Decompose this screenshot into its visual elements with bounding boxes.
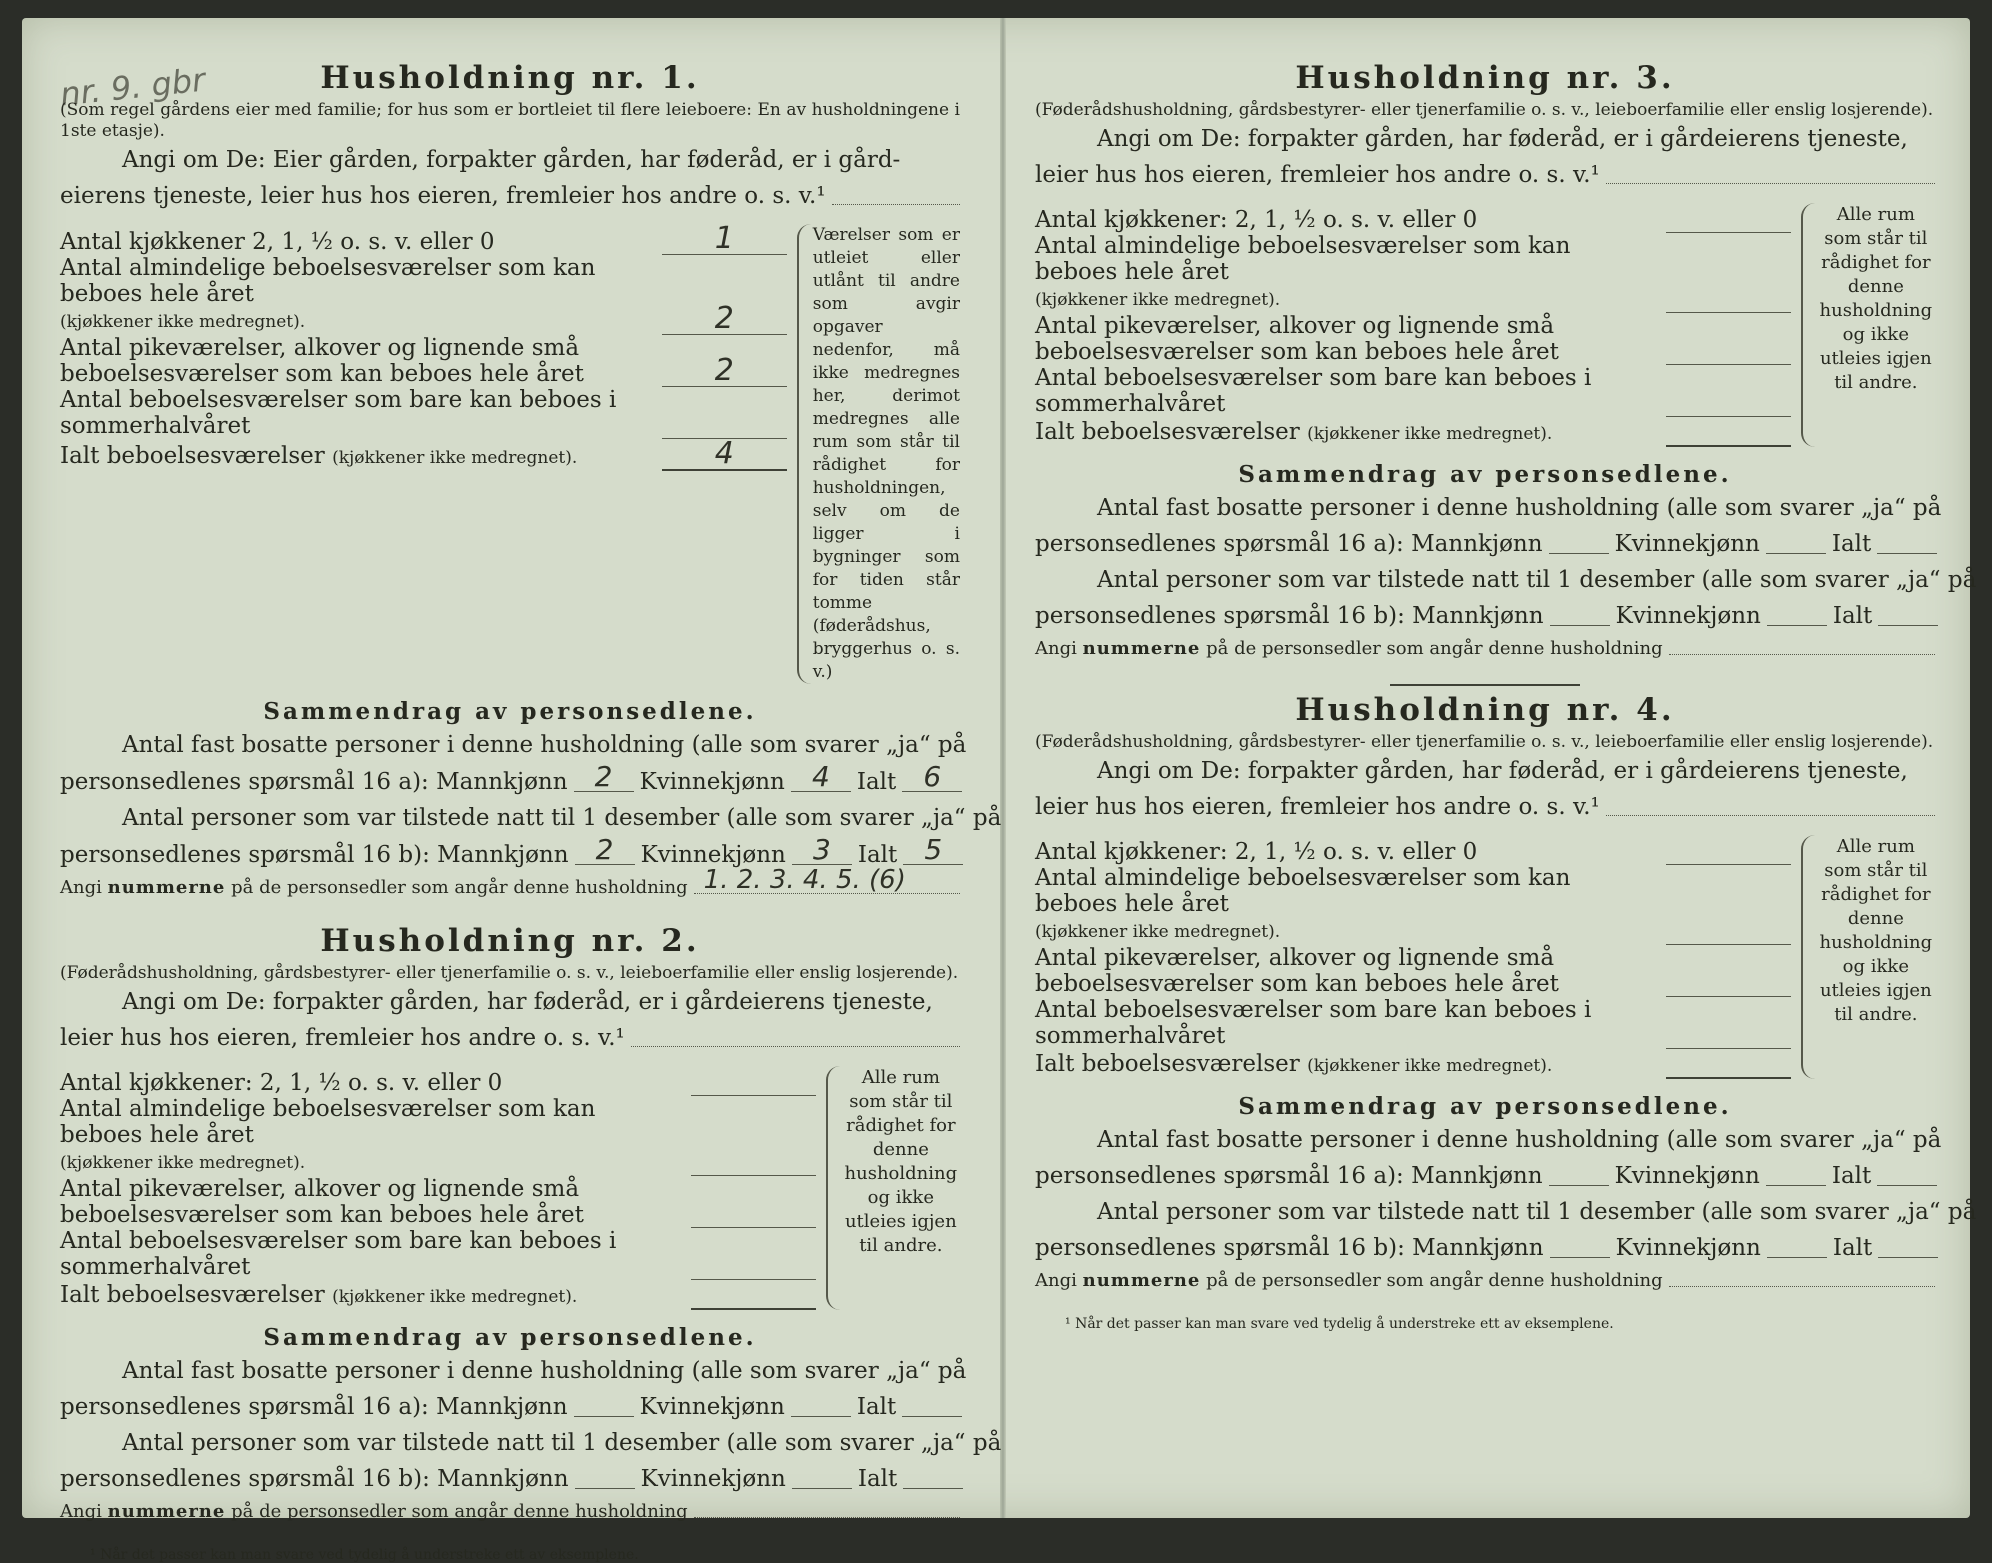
room-value-kitchens[interactable] bbox=[691, 1066, 816, 1096]
room-row-kitchens: Antal kjøkkener: 2, 1, ½ o. s. v. eller 0 bbox=[1035, 203, 1791, 233]
room-row-ordinary: Antal almindelige beboelsesværelser som kan beboes hele året (kjøkkener ikke medregnet). 2 bbox=[60, 255, 787, 335]
q16b-male-field[interactable] bbox=[1550, 625, 1610, 626]
q16a-total-field[interactable] bbox=[1877, 1185, 1937, 1186]
rooms-side-note: Alle rum som står til rådighet for denne husholdning og ikke utleies igjen til andre. bbox=[1801, 203, 1935, 447]
room-row-summer: Antal beboelsesværelser som bare kan beboes i sommerhalvåret bbox=[60, 1228, 816, 1280]
q16a-male-field[interactable] bbox=[1549, 553, 1609, 554]
rooms-side-note: Alle rum som står til rådighet for denne husholdning og ikke utleies igjen til andre. bbox=[826, 1066, 960, 1310]
angi-answer-field[interactable] bbox=[832, 204, 960, 205]
q16b-total-field[interactable]: 5 bbox=[903, 836, 963, 865]
q16b-row: personsedlenes spørsmål 16 b): Mannkjønn 2 Kvinnekjønn 3 Ialt 5 bbox=[60, 836, 960, 873]
room-row-kitchens: Antal kjøkkener: 2, 1, ½ o. s. v. eller 0 bbox=[60, 1066, 816, 1096]
rooms-rows bbox=[1035, 835, 1791, 1079]
room-value-kitchens[interactable] bbox=[1666, 835, 1791, 865]
household-title: Husholdning nr. 3. bbox=[1295, 60, 1675, 96]
q16a-row: personsedlenes spørsmål 16 a): Mannkjønn Kvinnekjønn Ialt bbox=[1035, 526, 1935, 562]
nummer-field[interactable] bbox=[694, 865, 960, 895]
rooms-rows bbox=[60, 1066, 816, 1310]
q16b-male-field[interactable]: 2 bbox=[575, 836, 635, 865]
footnote-right: ¹ Når det passer kan man svare ved tydelig å understreke ett av eksemplene. bbox=[1065, 1316, 1614, 1332]
room-value-total[interactable] bbox=[1666, 1049, 1791, 1079]
household-title: Husholdning nr. 2. bbox=[320, 923, 700, 959]
nummer-row: Angi nummerne på de personsedler som angår denne husholdning bbox=[1035, 634, 1935, 664]
q16a-total-field[interactable] bbox=[902, 1416, 962, 1417]
room-value-maid-rooms[interactable] bbox=[691, 1198, 816, 1228]
rooms-rows bbox=[1035, 203, 1791, 447]
rooms-side-note: Alle rum som står til rådighet for denne husholdning og ikke utleies igjen til andre. bbox=[1801, 835, 1935, 1079]
q16b-total-field[interactable] bbox=[903, 1488, 963, 1489]
room-row-kitchens: Antal kjøkkener: 2, 1, ½ o. s. v. eller 0 bbox=[1035, 835, 1791, 865]
q16a-row: personsedlenes spørsmål 16 a): Mannkjønn Kvinnekjønn Ialt bbox=[60, 1389, 960, 1425]
nummer-field[interactable] bbox=[694, 1517, 960, 1518]
household-note: (Føderådshusholdning, gårdsbestyrer- eller tjenerfamilie o. s. v., leieboerfamilie eller enslig losjerende). bbox=[1035, 100, 1934, 120]
room-value-ordinary[interactable] bbox=[1666, 915, 1791, 945]
angi-line-1: Angi om De: forpakter gården, har føderåd, er i gårdeierens tjeneste, bbox=[1097, 126, 1908, 152]
room-row-ordinary: Antal almindelige beboelsesværelser som kan beboes hele året (kjøkkener ikke medregnet). bbox=[1035, 233, 1791, 313]
q16a-intro: Antal fast bosatte personer i denne husholdning (alle som svarer „ja“ på bbox=[122, 1358, 967, 1384]
rooms-block bbox=[1035, 835, 1935, 1079]
room-value-ordinary[interactable] bbox=[1666, 283, 1791, 313]
q16b-female-field[interactable] bbox=[792, 1488, 852, 1489]
q16a-intro: Antal fast bosatte personer i denne husholdning (alle som svarer „ja“ på bbox=[1097, 495, 1942, 521]
angi-answer-field[interactable] bbox=[1606, 815, 1935, 816]
section-separator bbox=[1390, 684, 1580, 686]
angi-line-2: leier hus hos eieren, fremleier hos andre o. s. v.¹ bbox=[60, 1020, 960, 1056]
q16b-row: personsedlenes spørsmål 16 b): Mannkjønn Kvinnekjønn Ialt bbox=[60, 1461, 960, 1497]
q16b-intro: Antal personer som var tilstede natt til 1 desember (alle som svarer „ja“ på bbox=[122, 1430, 1002, 1456]
rooms-block bbox=[60, 221, 960, 684]
q16a-female-field[interactable] bbox=[1766, 1185, 1826, 1186]
q16a-female-field[interactable]: 4 bbox=[791, 763, 851, 792]
nummer-row: Angi nummerne på de personsedler som angår denne husholdning bbox=[60, 1497, 960, 1527]
household-title: Husholdning nr. 1. bbox=[320, 60, 700, 96]
room-value-total[interactable] bbox=[1666, 417, 1791, 447]
room-row-maid-rooms: Antal pikeværelser, alkover og lignende små beboelsesværelser som kan beboes hele året bbox=[60, 1176, 816, 1228]
room-value-ordinary[interactable]: 2 bbox=[662, 304, 787, 335]
room-value-total[interactable]: 4 bbox=[662, 439, 787, 471]
nummer-handwritten-value: 1. 2. 3. 4. 5. (6) bbox=[703, 865, 906, 895]
household-section-3 bbox=[1035, 60, 1977, 664]
footnote: ¹ Når det passer kan man svare ved tydelig å understreke ett av eksemplene. bbox=[90, 1547, 639, 1563]
q16b-female-field[interactable] bbox=[1767, 625, 1827, 626]
room-row-kitchens: Antal kjøkkener 2, 1, ½ o. s. v. eller 0 1 bbox=[60, 224, 787, 255]
room-row-summer: Antal beboelsesværelser som bare kan beboes i sommerhalvåret bbox=[60, 387, 787, 439]
q16b-row: personsedlenes spørsmål 16 b): Mannkjønn Kvinnekjønn Ialt bbox=[1035, 598, 1935, 634]
room-value-summer[interactable] bbox=[1666, 387, 1791, 417]
handwritten-corner-note: nr. 9. gbr bbox=[58, 60, 207, 114]
room-row-ordinary: Antal almindelige beboelsesværelser som kan beboes hele året (kjøkkener ikke medregnet). bbox=[1035, 865, 1791, 945]
room-row-maid-rooms: Antal pikeværelser, alkover og lignende små beboelsesværelser som kan beboes hele året 2 bbox=[60, 335, 787, 387]
nummer-field[interactable] bbox=[1669, 1286, 1935, 1287]
angi-answer-field[interactable] bbox=[631, 1046, 960, 1047]
q16a-female-field[interactable] bbox=[1766, 553, 1826, 554]
q16b-intro: Antal personer som var tilstede natt til 1 desember (alle som svarer „ja“ på bbox=[122, 805, 1002, 831]
room-value-kitchens[interactable]: 1 bbox=[662, 224, 787, 255]
angi-line-2: leier hus hos eieren, fremleier hos andre o. s. v.¹ bbox=[1035, 157, 1935, 193]
angi-line-2: eierens tjeneste, leier hus hos eieren, fremleier hos andre o. s. v.¹ bbox=[60, 178, 960, 214]
rooms-block bbox=[1035, 203, 1935, 447]
q16a-row: personsedlenes spørsmål 16 a): Mannkjønn Kvinnekjønn Ialt bbox=[1035, 1158, 1935, 1194]
q16b-female-field[interactable]: 3 bbox=[792, 836, 852, 865]
rooms-block bbox=[60, 1066, 960, 1310]
q16b-row: personsedlenes spørsmål 16 b): Mannkjønn Kvinnekjønn Ialt bbox=[1035, 1230, 1935, 1266]
room-row-total: Ialt beboelsesværelser (kjøkkener ikke medregnet). 4 bbox=[60, 439, 787, 471]
room-row-total: Ialt beboelsesværelser (kjøkkener ikke medregnet). bbox=[60, 1280, 816, 1310]
right-page bbox=[1035, 60, 1977, 1332]
room-row-summer: Antal beboelsesværelser som bare kan beboes i sommerhalvåret bbox=[1035, 997, 1791, 1049]
nummer-row: Angi nummerne på de personsedler som angår denne husholdning bbox=[1035, 1266, 1935, 1296]
angi-line-1: Angi om De: forpakter gården, har føderåd, er i gårdeierens tjeneste, bbox=[122, 989, 933, 1015]
rooms-side-note: Værelser som er utleiet eller utlånt til andre som avgir opgaver nedenfor, må ikke medregnes her, derimot medregnes alle rum som står til rådighet for husholdningen, selv om de ligger i bygninger som for tiden står tomme (føderådshus, bryggerhus o. s. v.) bbox=[797, 224, 960, 684]
household-section-4 bbox=[1035, 692, 1977, 1296]
room-value-kitchens[interactable] bbox=[1666, 203, 1791, 233]
household-note: (Føderådshusholdning, gårdsbestyrer- eller tjenerfamilie o. s. v., leieboerfamilie eller enslig losjerende). bbox=[60, 963, 959, 983]
angi-answer-field[interactable] bbox=[1606, 183, 1935, 184]
room-row-maid-rooms: Antal pikeværelser, alkover og lignende små beboelsesværelser som kan beboes hele året bbox=[1035, 313, 1791, 365]
summary-title: Sammendrag av personsedlene. bbox=[1238, 461, 1732, 488]
q16a-female-field[interactable] bbox=[791, 1416, 851, 1417]
page-fold bbox=[1000, 18, 1006, 1518]
summary-title: Sammendrag av personsedlene. bbox=[1238, 1093, 1732, 1120]
household-section-1 bbox=[60, 60, 1002, 903]
room-value-summer[interactable] bbox=[691, 1250, 816, 1280]
summary-title: Sammendrag av personsedlene. bbox=[263, 1324, 757, 1351]
household-title: Husholdning nr. 4. bbox=[1295, 692, 1675, 728]
q16a-total-field[interactable] bbox=[1877, 553, 1937, 554]
q16a-male-field[interactable] bbox=[1549, 1185, 1609, 1186]
angi-line-2: leier hus hos eieren, fremleier hos andre o. s. v.¹ bbox=[1035, 789, 1935, 825]
q16a-intro: Antal fast bosatte personer i denne husholdning (alle som svarer „ja“ på bbox=[1097, 1127, 1942, 1153]
room-value-maid-rooms[interactable] bbox=[1666, 967, 1791, 997]
room-row-total: Ialt beboelsesværelser (kjøkkener ikke medregnet). bbox=[1035, 417, 1791, 447]
room-value-ordinary[interactable] bbox=[691, 1146, 816, 1176]
summary-title: Sammendrag av personsedlene. bbox=[263, 698, 757, 725]
household-section-2 bbox=[60, 923, 1002, 1527]
nummer-field[interactable] bbox=[1669, 654, 1935, 655]
q16b-intro: Antal personer som var tilstede natt til 1 desember (alle som svarer „ja“ på bbox=[1097, 567, 1977, 593]
room-row-summer: Antal beboelsesværelser som bare kan beboes i sommerhalvåret bbox=[1035, 365, 1791, 417]
q16b-male-field[interactable] bbox=[575, 1488, 635, 1489]
household-note: (Som regel gårdens eier med familie; for hus som er bortleiet til flere leieboere: En av husholdningene i 1ste etasje). bbox=[60, 100, 960, 141]
room-row-total: Ialt beboelsesværelser (kjøkkener ikke medregnet). bbox=[1035, 1049, 1791, 1079]
room-row-maid-rooms: Antal pikeværelser, alkover og lignende små beboelsesværelser som kan beboes hele året bbox=[1035, 945, 1791, 997]
q16a-intro: Antal fast bosatte personer i denne husholdning (alle som svarer „ja“ på bbox=[122, 732, 967, 758]
q16b-total-field[interactable] bbox=[1878, 1257, 1938, 1258]
nummer-row: Angi nummerne på de personsedler som angår denne husholdning 1. 2. 3. 4. 5. (6) bbox=[60, 873, 960, 903]
room-value-summer[interactable] bbox=[1666, 1019, 1791, 1049]
q16b-intro: Antal personer som var tilstede natt til 1 desember (alle som svarer „ja“ på bbox=[1097, 1199, 1977, 1225]
q16b-female-field[interactable] bbox=[1767, 1257, 1827, 1258]
q16a-male-field[interactable]: 2 bbox=[574, 763, 634, 792]
q16a-row: personsedlenes spørsmål 16 a): Mannkjønn 2 Kvinnekjønn 4 Ialt 6 bbox=[60, 763, 960, 800]
q16b-total-field[interactable] bbox=[1878, 625, 1938, 626]
q16a-total-field[interactable]: 6 bbox=[902, 763, 962, 792]
angi-line-1: Angi om De: forpakter gården, har føderåd, er i gårdeierens tjeneste, bbox=[1097, 758, 1908, 784]
q16a-male-field[interactable] bbox=[574, 1416, 634, 1417]
room-value-maid-rooms[interactable]: 2 bbox=[662, 356, 787, 387]
room-value-maid-rooms[interactable] bbox=[1666, 335, 1791, 365]
rooms-rows bbox=[60, 221, 787, 684]
angi-line-1: Angi om De: Eier gården, forpakter gården, har føderåd, er i gård- bbox=[122, 147, 901, 173]
q16b-male-field[interactable] bbox=[1550, 1257, 1610, 1258]
household-note: (Føderådshusholdning, gårdsbestyrer- eller tjenerfamilie o. s. v., leieboerfamilie eller enslig losjerende). bbox=[1035, 732, 1934, 752]
room-value-summer[interactable] bbox=[662, 409, 787, 439]
room-value-total[interactable] bbox=[691, 1280, 816, 1310]
room-row-ordinary: Antal almindelige beboelsesværelser som kan beboes hele året (kjøkkener ikke medregnet). bbox=[60, 1096, 816, 1176]
left-page bbox=[60, 60, 1002, 1563]
